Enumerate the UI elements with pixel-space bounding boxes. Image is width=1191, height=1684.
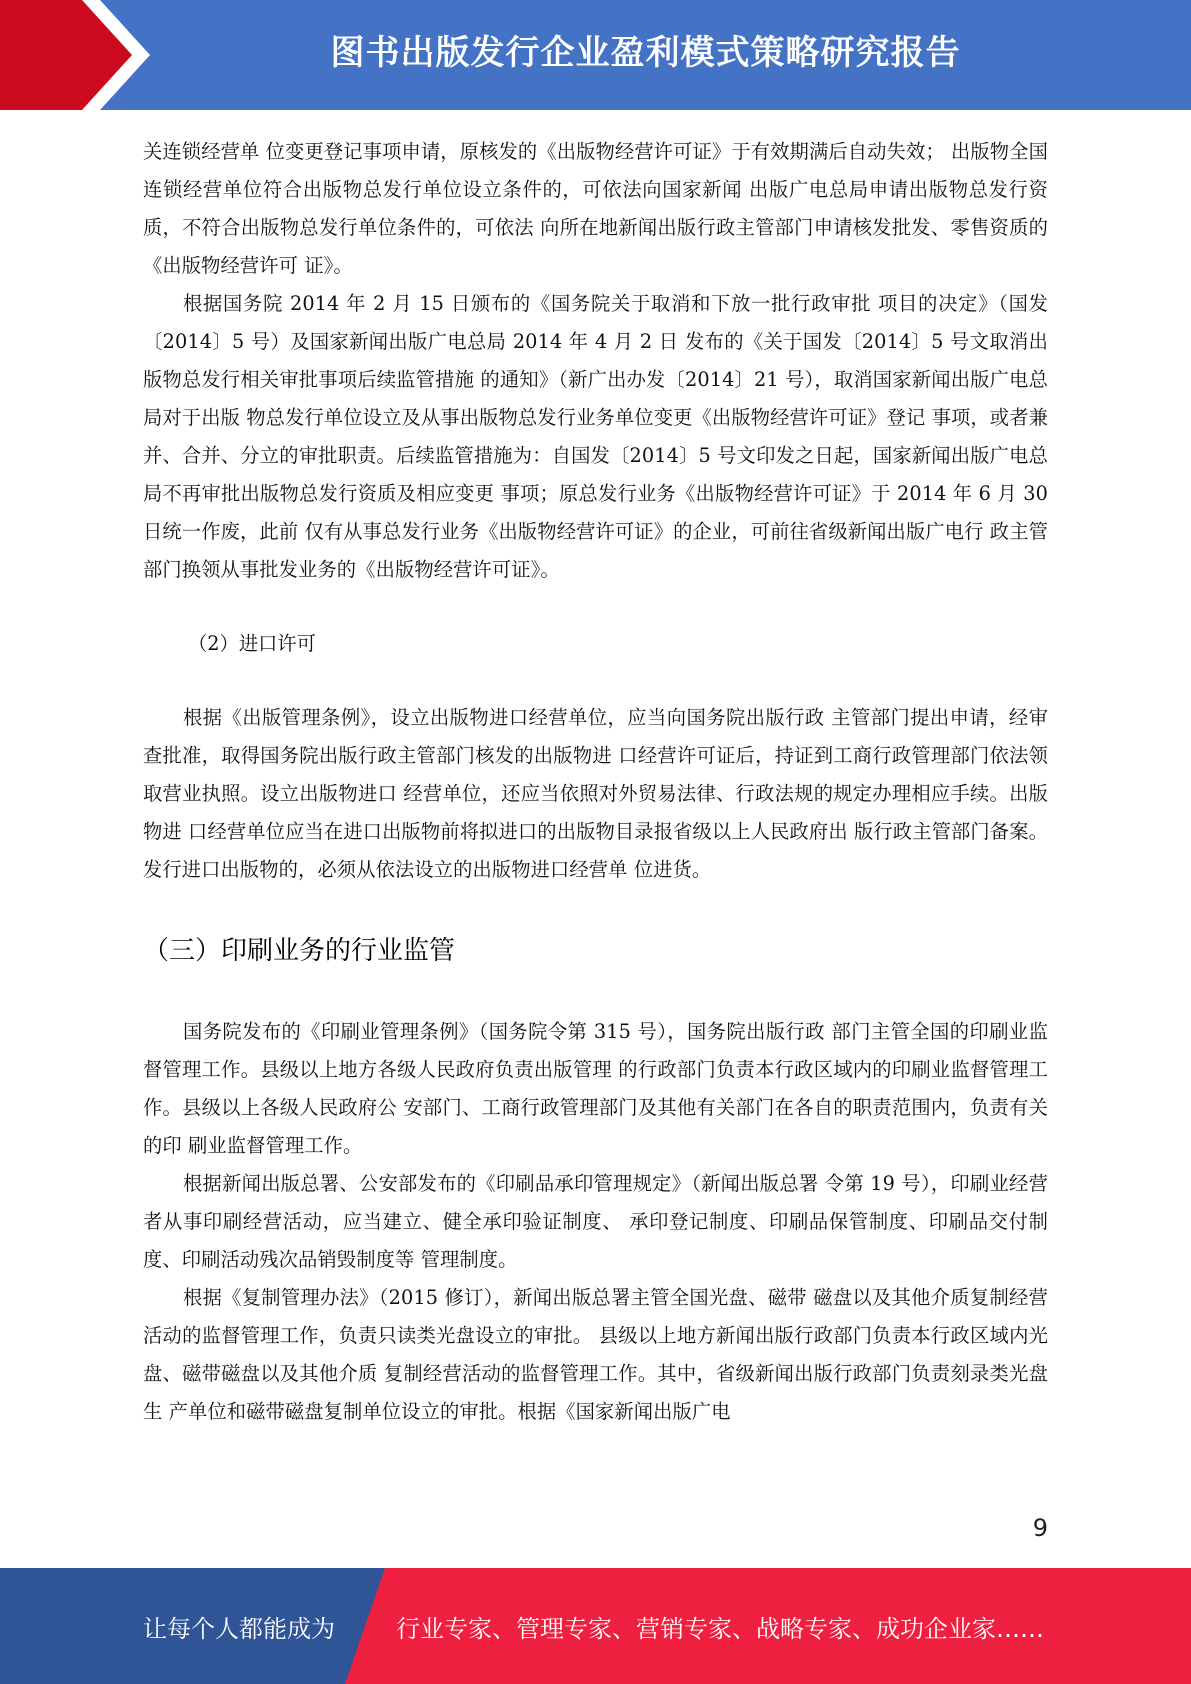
sub-heading-import-license: （2）进口许可 xyxy=(188,632,316,655)
page-footer xyxy=(0,1568,1191,1684)
footer-slogan-left: 让每个人都能成为 xyxy=(143,1615,335,1643)
header-chevron-decoration xyxy=(0,0,150,110)
page-header xyxy=(0,0,1191,110)
spacer xyxy=(143,589,1048,625)
body-paragraph: 国务院发布的《印刷业管理条例》（国务院令第 315 号），国务院出版行政 部门主管全国的印刷业监督管理工作。县级以上地方各级人民政府负责出版管理 的行政部门负责本行政区域内的印刷业监督管理工作。县级以上各级人民政府公 安部门、工商行政管理部门及其他有关部门在各自的职责范围内，负责有关的印 刷业监督管理工作。 xyxy=(143,1020,1048,1157)
body-paragraph: 根据《出版管理条例》，设立出版物进口经营单位，应当向国务院出版行政 主管部门提出申请，经审查批准，取得国务院出版行政主管部门核发的出版物进 口经营许可证后，持证到工商行政管理部门依法领取营业执照。设立出版物进口 经营单位，还应当依照对外贸易法律、行政法规的规定办理相应手续。出版物进 口经营单位应当在进口出版物前将拟进口的出版物目录报省级以上人民政府出 版行政主管部门备案。发行进口出版物的，必须从依法设立的出版物进口经营单 位进货。 xyxy=(143,706,1048,881)
spacer xyxy=(143,889,1048,931)
document-body xyxy=(143,133,1048,1431)
body-paragraph: 根据《复制管理办法》（2015 修订），新闻出版总署主管全国光盘、磁带 磁盘以及其他介质复制经营活动的监督管理工作，负责只读类光盘设立的审批。 县级以上地方新闻出版行政部门负责本行政区域内光盘、磁带磁盘以及其他介质 复制经营活动的监督管理工作。其中，省级新闻出版行政部门负责刻录类光盘生 产单位和磁带磁盘复制单位设立的审批。根据《国家新闻出版广电 xyxy=(143,1286,1048,1423)
report-title: 图书出版发行企业盈利模式策略研究报告 xyxy=(330,33,961,73)
body-paragraph: 关连锁经营单 位变更登记事项申请，原核发的《出版物经营许可证》于有效期满后自动失效； 出版物全国连锁经营单位符合出版物总发行单位设立条件的，可依法向国家新闻 出版广电总局申请出版物总发行资质，不符合出版物总发行单位条件的，可依法 向所在地新闻出版行政主管部门申请核发批发、零售资质的《出版物经营许可 证》。 xyxy=(143,140,1048,277)
spacer xyxy=(143,663,1048,699)
page-number: 9 xyxy=(1032,1514,1048,1542)
section-heading-printing: （三）印刷业务的行业监管 xyxy=(143,936,456,966)
body-paragraph: 根据新闻出版总署、公安部发布的《印刷品承印管理规定》（新闻出版总署 令第 19 号），印刷业经营者从事印刷经营活动，应当建立、健全承印验证制度、 承印登记制度、印刷品保管制度、印刷品交付制度、印刷活动残次品销毁制度等 管理制度。 xyxy=(143,1172,1048,1271)
spacer xyxy=(143,971,1048,1013)
footer-slogan-right: 行业专家、管理专家、营销专家、战略专家、成功企业家…… xyxy=(396,1615,1044,1643)
body-paragraph: 根据国务院 2014 年 2 月 15 日颁布的《国务院关于取消和下放一批行政审批 项目的决定》（国发〔2014〕5 号）及国家新闻出版广电总局 2014 年 4 月 2 日 发布的《关于国发〔2014〕5 号文取消出版物总发行相关审批事项后续监管措施 的通知》（新广出办发〔2014〕21 号），取消国家新闻出版广电总局对于出版 物总发行单位设立及从事出版物总发行业务单位变更《出版物经营许可证》登记 事项，或者兼并、合并、分立的审批职责。后续监管措施为：自国发〔2014〕5 号文印发之日起，国家新闻出版广电总局不再审批出版物总发行资质及相应变更 事项；原总发行业务《出版物经营许可证》于 2014 年 6 月 30 日统一作废，此前 仅有从事总发行业务《出版物经营许可证》的企业，可前往省级新闻出版广电行 政主管部门换领从事批发业务的《出版物经营许可证》。 xyxy=(143,292,1048,581)
